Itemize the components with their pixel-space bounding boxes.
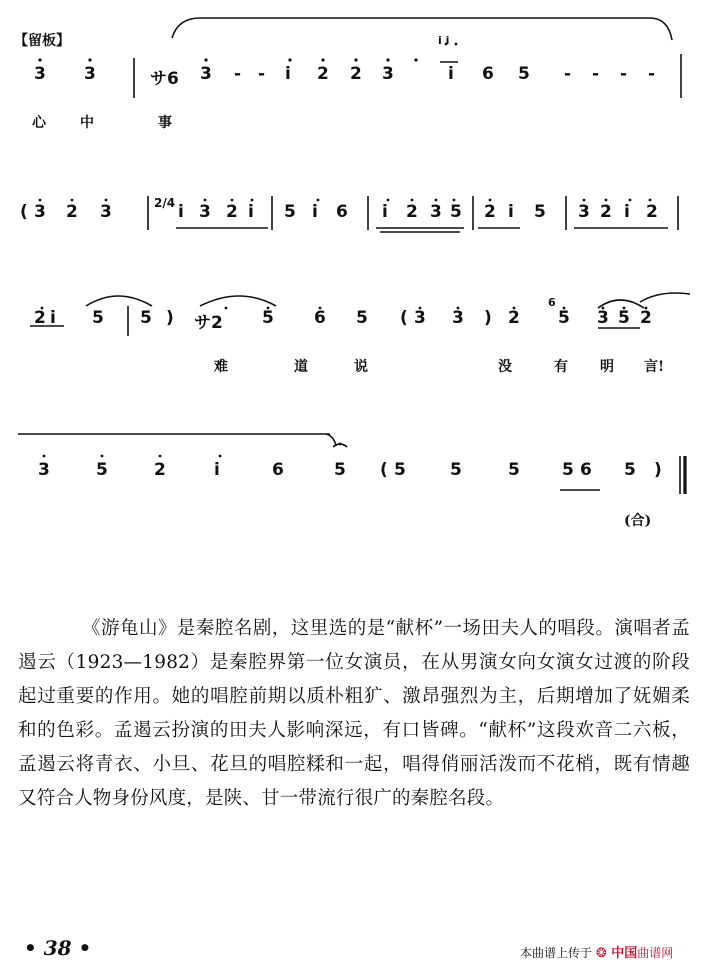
lyric: 明 <box>600 359 614 375</box>
note: 2 <box>34 308 46 328</box>
site-brand: 中国 <box>611 946 638 961</box>
note: i <box>624 202 630 222</box>
note: 2 <box>600 202 612 222</box>
note: 5 <box>618 308 630 328</box>
note: i <box>285 64 291 84</box>
note: i <box>50 308 56 328</box>
note: 2 <box>406 202 418 222</box>
commentary-paragraph <box>18 612 690 816</box>
lyric: 难 <box>214 359 228 375</box>
note: - <box>234 64 242 84</box>
note: 6 <box>580 460 592 480</box>
commentary-text: 《游龟山》是秦腔名剧，这里选的是“献杯”一场田夫人的唱段。演唱者孟遏云（1923—1982）是秦腔界第一位女演员，在从男演女向女演女过渡的阶段起过重要的作用。她的唱腔前期以质朴粗犷、激昂强烈为主，后期增加了妩媚柔和的色彩。孟遏云扮演的田夫人影响深远，有口皆碑。“献杯”这段欢音二六板，孟遏云将青衣、小旦、花旦的唱腔糅和一起，唱得俏丽活泼而不花梢，既有情趣又符合人物身份风度，是陕、甘一带流行很广的秦腔名段。 <box>18 618 690 809</box>
note: 5 <box>534 202 546 222</box>
note: 6 <box>482 64 494 84</box>
note: ) <box>654 460 662 480</box>
note: 5 <box>624 460 636 480</box>
note: i <box>312 202 318 222</box>
note: 5 <box>262 308 274 328</box>
note: 3 <box>200 64 212 84</box>
note: - <box>592 64 600 84</box>
note: 3 <box>430 202 442 222</box>
tempo-mark: 【留板】 <box>14 33 70 49</box>
note: 2 <box>350 64 362 84</box>
note: i <box>214 460 220 480</box>
note: 6 <box>336 202 348 222</box>
note: - <box>648 64 656 84</box>
lyric: 没 <box>498 359 512 375</box>
note: 3 <box>34 202 46 222</box>
note: 5 <box>356 308 368 328</box>
note: 3 <box>38 460 50 480</box>
note: 5 <box>394 460 406 480</box>
note: 5 <box>92 308 104 328</box>
note: 5 <box>508 460 520 480</box>
note: i <box>448 64 454 84</box>
note: ( <box>20 202 28 222</box>
note: ) <box>484 308 492 328</box>
page-number: • 38 • <box>24 936 92 960</box>
note: 2 <box>640 308 652 328</box>
note: i <box>178 202 184 222</box>
note: 5 <box>334 460 346 480</box>
note: ( <box>380 460 388 480</box>
lyric: 说 <box>354 359 368 375</box>
chorus-annotation: (合) <box>624 513 652 529</box>
note: 2 <box>508 308 520 328</box>
note: 5 <box>450 202 462 222</box>
note: 5 <box>558 308 570 328</box>
note: 2 <box>66 202 78 222</box>
note: 3 <box>382 64 394 84</box>
note: 6 <box>314 308 326 328</box>
lyric: 道 <box>294 359 308 375</box>
lyric: 有 <box>554 359 568 375</box>
lyric: 事 <box>158 115 172 131</box>
note: 3 <box>84 64 96 84</box>
note: サ6 <box>150 69 179 89</box>
note: 3 <box>597 308 609 328</box>
note: 3 <box>34 64 46 84</box>
note: 5 <box>96 460 108 480</box>
note: ( <box>400 308 408 328</box>
note: 5 <box>450 460 462 480</box>
site-logo: ❂ 中国 <box>595 946 638 961</box>
note: 3 <box>578 202 590 222</box>
note: サ2 <box>194 313 223 333</box>
lyric: 中 <box>80 115 94 131</box>
note: i <box>248 202 254 222</box>
source-footer <box>520 942 673 961</box>
note: 2 <box>154 460 166 480</box>
note: 2 <box>646 202 658 222</box>
note: 3 <box>199 202 211 222</box>
note: 2 <box>317 64 329 84</box>
note: i <box>508 202 514 222</box>
source-text: 本曲谱上传于 <box>520 946 593 960</box>
lyric: 言! <box>644 359 665 375</box>
note: - <box>564 64 572 84</box>
note: 5 <box>284 202 296 222</box>
grace-note: 6 <box>548 296 556 309</box>
grace-note: i i <box>438 34 450 47</box>
note: - <box>620 64 628 84</box>
note: 5 <box>140 308 152 328</box>
note: 5 <box>562 460 574 480</box>
time-signature: 2/4 <box>154 196 176 210</box>
site-name: 曲谱网 <box>637 946 674 960</box>
note: i <box>382 202 388 222</box>
note: 3 <box>414 308 426 328</box>
note: 2 <box>484 202 496 222</box>
note: 6 <box>272 460 284 480</box>
note: ) <box>166 308 174 328</box>
lyric: 心 <box>32 115 46 131</box>
note: 5 <box>518 64 530 84</box>
note: - <box>258 64 266 84</box>
note: 3 <box>100 202 112 222</box>
note: 3 <box>452 308 464 328</box>
note: 2 <box>226 202 238 222</box>
